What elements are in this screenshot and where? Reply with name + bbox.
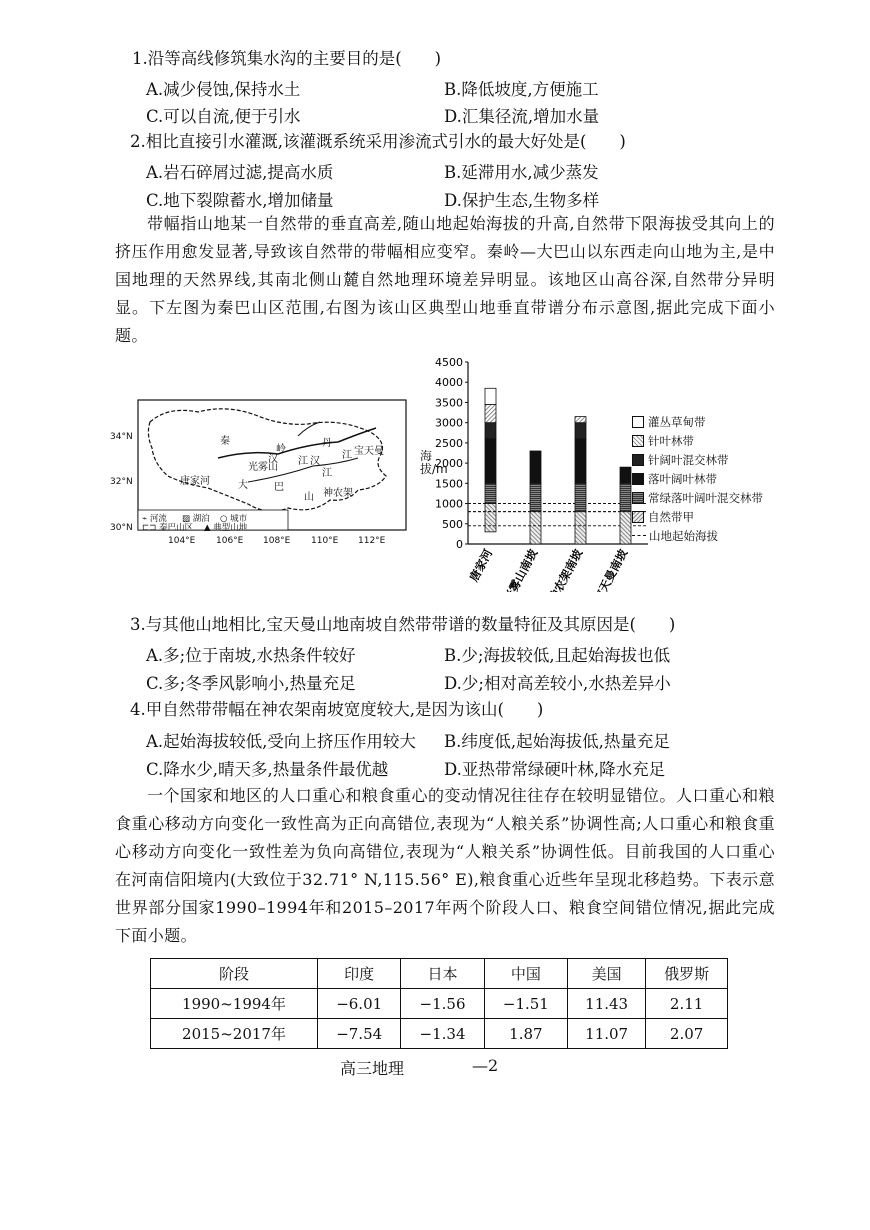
question-2-option-b[interactable]: B.延滞用水,减少蒸发 [444, 163, 599, 182]
bar-segment [620, 512, 631, 544]
vertical-belt-chart [420, 352, 780, 592]
table-cell: −1.34 [401, 1019, 484, 1049]
table-header-cell: 日本 [401, 959, 484, 989]
lat-label-32: 32°N [110, 477, 133, 487]
y-tick-label: 3000 [435, 416, 463, 430]
y-tick-label: 3500 [435, 396, 463, 410]
question-4-option-c[interactable]: C.降水少,晴天多,热量条件最优越 [146, 760, 389, 779]
legend-evergreen-mixed: 常绿落叶阔叶混交林带 [632, 488, 763, 507]
y-tick-label: 2000 [435, 457, 463, 471]
map-label-ba: 巴 [274, 482, 284, 493]
bar-segment [530, 512, 541, 544]
table-header-cell: 美国 [568, 959, 646, 989]
question-1-option-c[interactable]: C.可以自流,便于引水 [146, 107, 301, 126]
map-label-jiang2: 江 [298, 456, 308, 467]
bar-segment [485, 388, 496, 404]
legend-zone-jia: 自然带甲 [632, 507, 763, 526]
y-tick-label: 500 [442, 517, 463, 531]
table-cell: −1.56 [401, 989, 484, 1019]
lon-label-112: 112°E [358, 536, 386, 546]
bar-segment [485, 504, 496, 532]
lon-label-108: 108°E [263, 536, 291, 546]
map-legend-city: ○ 城市 [220, 514, 248, 524]
footer-subject: 高三地理 [340, 1059, 405, 1078]
table-cell: −6.01 [318, 989, 401, 1019]
table-header-cell: 俄罗斯 [646, 959, 728, 989]
x-tick-label: 唐家河 [466, 546, 496, 584]
question-4-option-a[interactable]: A.起始海拔较低,受向上挤压作用较大 [146, 732, 416, 751]
table-row [151, 1019, 728, 1049]
table-cell: 2.07 [646, 1019, 728, 1049]
y-tick-label: 2500 [435, 436, 463, 450]
passage-mountain-belts: 带幅指山地某一自然带的垂直高差,随山地起始海拔的升高,自然带下限海拔受其向上的挤压作用愈发显著,导致该自然带的带幅相应变窄。秦岭—大巴山以东西走向山地为主,是中国地理的天然界线,其南北侧山麓自然地理环境差异明显。该地区山高谷深,自然带分异明显。下左图为秦巴山区范围,右图为该山区典型山地垂直带谱分布示意图,据此完成下面小题。 [115, 214, 775, 345]
legend-shrub-meadow: 灌丛草甸带 [632, 412, 763, 431]
lat-label-34: 34°N [110, 432, 133, 442]
question-3-stem: 3.与其他山地相比,宝天曼山地南坡自然带带谱的数量特征及其原因是( ) [130, 615, 676, 634]
table-cell: 2.11 [646, 989, 728, 1019]
bar-segment [530, 451, 541, 483]
table-cell: 1.87 [484, 1019, 567, 1049]
legend-deciduous: 落叶阔叶林带 [632, 469, 763, 488]
map-label-da: 大 [238, 480, 248, 491]
table-header-cell: 印度 [318, 959, 401, 989]
y-tick-label: 0 [456, 538, 463, 551]
question-1-stem: 1.沿等高线修筑集水沟的主要目的是( ) [132, 49, 442, 68]
lon-label-106: 106°E [216, 536, 244, 546]
table-header-cell: 中国 [484, 959, 567, 989]
map-label-shan: 山 [304, 492, 314, 503]
passage-population-grain: 一个国家和地区的人口重心和粮食重心的变动情况往往存在较明显错位。人口重心和粮食重心移动方向变化一致性高为正向高错位,表现为“人粮关系”协调性高;人口重心和粮食重心移动方向变化一致性差为负向高错位,表现为“人粮关系”协调性低。目前我国的人口重心在河南信阳境内(大致位于32.71° N,115.56° E),粮食重心近些年呈现北移趋势。下表示意世界部分国家1990–1994年和2015–2017年两个阶段人口、粮食空间错位情况,据此完成下面小题。 [115, 786, 775, 945]
question-3-option-a[interactable]: A.多;位于南坡,水热条件较好 [146, 646, 356, 665]
table-cell: −1.51 [484, 989, 567, 1019]
table-header-row [151, 959, 728, 989]
lat-label-30: 30°N [110, 523, 133, 533]
map-legend-lake: ▨ 湖泊 [182, 514, 210, 524]
qinba-map-figure [108, 392, 413, 552]
table-cell: −7.54 [318, 1019, 401, 1049]
lon-label-104: 104°E [168, 536, 196, 546]
mismatch-table [150, 958, 728, 1049]
chart-ylabel: 海拔/m [420, 449, 448, 476]
y-tick-label: 4500 [435, 356, 463, 369]
bar-segment [485, 404, 496, 422]
table-cell: 11.43 [568, 989, 646, 1019]
map-label-dan: 丹 [322, 438, 332, 449]
y-tick-label: 4000 [435, 376, 463, 390]
lon-label-110: 110°E [311, 536, 339, 546]
map-label-han2: 汉 [310, 456, 320, 467]
map-label-baotianman: 宝天曼 [354, 446, 384, 457]
question-4-stem: 4.甲自然带带幅在神农架南坡宽度较大,是因为该山( ) [130, 700, 544, 719]
map-label-jiang1: 江 [342, 450, 352, 461]
legend-start-elevation: 山地起始海拔 [632, 526, 763, 545]
question-4-option-d[interactable]: D.亚热带常绿硬叶林,降水充足 [444, 760, 666, 779]
map-label-shennongjia: 神农架 [323, 488, 353, 499]
bar-segment [575, 439, 586, 483]
question-3-option-d[interactable]: D.少;相对高差较小,水热差异小 [444, 674, 671, 693]
map-label-jiang3: 江 [322, 468, 332, 479]
question-1-option-b[interactable]: B.降低坡度,方便施工 [444, 80, 599, 99]
bar-segment [530, 483, 541, 511]
question-2-option-c[interactable]: C.地下裂隙蓄水,增加储量 [146, 191, 334, 210]
map-legend-mountain: ▲ 典型山地 [204, 523, 248, 533]
question-4-option-b[interactable]: B.纬度低,起始海拔低,热量充足 [444, 732, 670, 751]
bar-segment [620, 467, 631, 483]
x-tick-label: 光雾山南坡 [500, 546, 541, 592]
question-1-option-d[interactable]: D.汇集径流,增加水量 [444, 107, 600, 126]
table-cell: 2015~2017年 [151, 1019, 318, 1049]
table-cell: 11.07 [568, 1019, 646, 1049]
x-tick-label: 宝天曼南坡 [590, 546, 631, 592]
y-tick-label: 1000 [435, 497, 463, 511]
question-2-stem: 2.相比直接引水灌溉,该灌溉系统采用渗流式引水的最大好处是( ) [130, 132, 626, 151]
question-2-option-d[interactable]: D.保护生态,生物多样 [444, 191, 600, 210]
footer-page-number: —2 [472, 1056, 499, 1075]
y-tick-label: 1500 [435, 477, 463, 491]
bar-segment [575, 483, 586, 511]
bar-segment [575, 512, 586, 544]
map-legend-river: ⌁ 河流 [142, 514, 167, 524]
map-label-han1: 汉 [268, 454, 278, 465]
table-row [151, 989, 728, 1019]
x-tick-label: 神农架南坡 [545, 546, 586, 592]
bar-segment [575, 423, 586, 439]
map-label-tangjiahe: 唐家河 [180, 476, 210, 487]
legend-conifer: 针叶林带 [632, 431, 763, 450]
bar-segment [485, 483, 496, 503]
table-cell: 1990~1994年 [151, 989, 318, 1019]
legend-mixed-conifer-broadleaf: 针阔叶混交林带 [632, 450, 763, 469]
map-legend-qinba: ⊏⊐ 秦巴山区 [142, 523, 194, 533]
map-label-guangwushan: 光雾山 [248, 462, 278, 473]
bar-segment [485, 423, 496, 439]
table-header-cell: 阶段 [151, 959, 318, 989]
question-3-option-b[interactable]: B.少;海拔较低,且起始海拔也低 [444, 646, 671, 665]
question-2-option-a[interactable]: A.岩石碎屑过滤,提高水质 [146, 163, 334, 182]
chart-legend [632, 412, 763, 545]
map-label-ling: 岭 [276, 444, 286, 455]
map-label-qin: 秦 [220, 436, 230, 447]
bar-segment [620, 483, 631, 511]
bar-segment [575, 417, 586, 423]
question-3-option-c[interactable]: C.多;冬季风影响小,热量充足 [146, 674, 356, 693]
bar-segment [485, 439, 496, 483]
question-1-option-a[interactable]: A.减少侵蚀,保持水土 [146, 80, 301, 99]
